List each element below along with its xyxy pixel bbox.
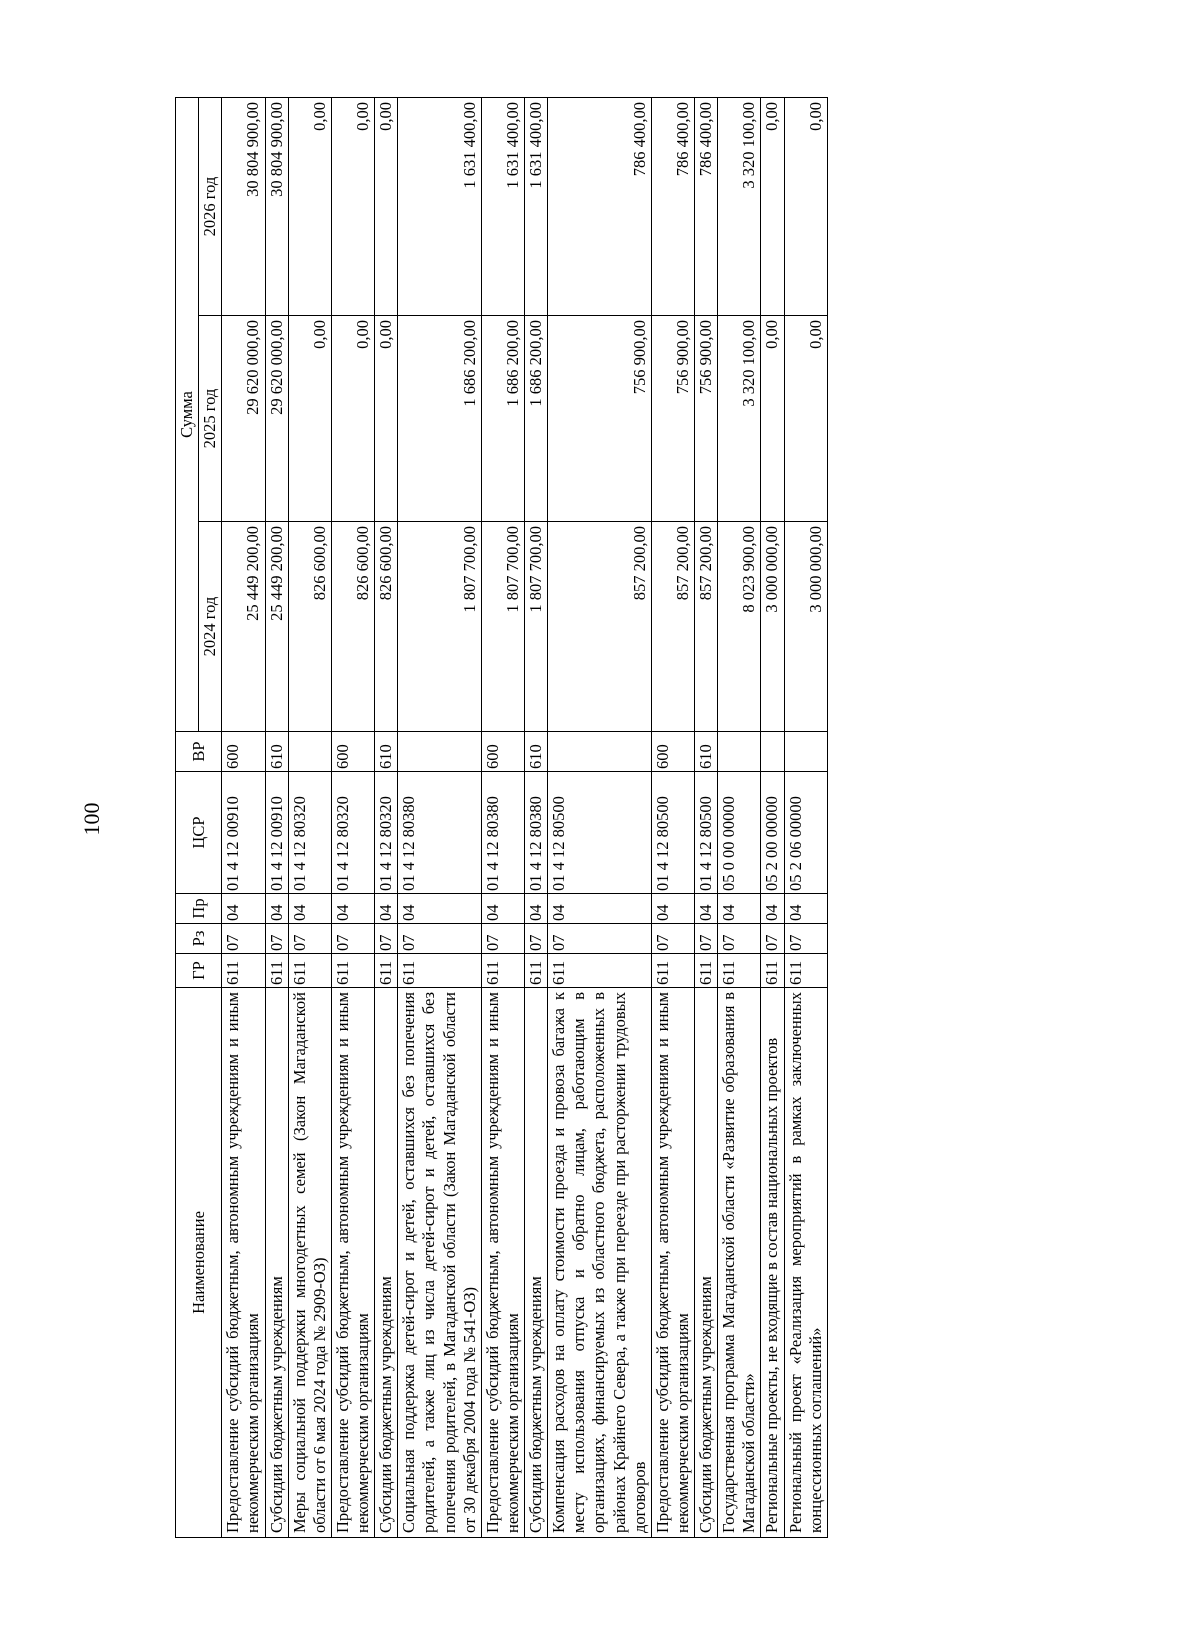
- cell-2024: 3 000 000,00: [761, 522, 784, 732]
- cell-gr: 611: [548, 954, 652, 988]
- table-row: [784, 98, 827, 1538]
- cell-csr: 05 2 00 00000: [761, 772, 784, 894]
- cell-2025: 756 900,00: [548, 316, 652, 522]
- cell-csr: 05 2 06 00000: [784, 772, 827, 894]
- cell-2024: 3 000 000,00: [784, 522, 827, 732]
- cell-2026: 30 804 900,00: [265, 98, 288, 316]
- cell-2024: 826 600,00: [331, 522, 374, 732]
- cell-rz: 07: [651, 924, 694, 954]
- cell-gr: 611: [784, 954, 827, 988]
- cell-name: Предоставление субсидий бюджетным, автономным учреждениям и иным некоммерческим организациям: [222, 988, 265, 1538]
- cell-pr: 04: [761, 894, 784, 924]
- header-sum: Сумма: [176, 98, 199, 732]
- cell-pr: 04: [718, 894, 761, 924]
- table-row: [525, 98, 548, 1538]
- cell-rz: 07: [695, 924, 718, 954]
- cell-2026: 0,00: [784, 98, 827, 316]
- cell-csr: 01 4 12 00910: [265, 772, 288, 894]
- cell-csr: 01 4 12 80380: [398, 772, 482, 894]
- table-row: [761, 98, 784, 1538]
- cell-rz: 07: [784, 924, 827, 954]
- cell-2025: 756 900,00: [651, 316, 694, 522]
- header-pr: Пр: [176, 894, 222, 924]
- cell-2026: 786 400,00: [695, 98, 718, 316]
- header-rz: Рз: [176, 924, 222, 954]
- cell-name: Субсидии бюджетным учреждениям: [375, 988, 398, 1538]
- cell-2024: 8 023 900,00: [718, 522, 761, 732]
- header-2024: 2024 год: [199, 522, 222, 732]
- cell-2026: 786 400,00: [651, 98, 694, 316]
- cell-csr: 05 0 00 00000: [718, 772, 761, 894]
- cell-name: Государственная программа Магаданской области «Развитие образования в Магаданской области»: [718, 988, 761, 1538]
- cell-pr: 04: [222, 894, 265, 924]
- cell-2025: 0,00: [784, 316, 827, 522]
- cell-rz: 07: [375, 924, 398, 954]
- cell-rz: 07: [718, 924, 761, 954]
- cell-name: Предоставление субсидий бюджетным, автономным учреждениям и иным некоммерческим организациям: [331, 988, 374, 1538]
- cell-pr: 04: [265, 894, 288, 924]
- cell-vr: 600: [331, 732, 374, 772]
- cell-gr: 611: [718, 954, 761, 988]
- cell-name: Предоставление субсидий бюджетным, автономным учреждениям и иным некоммерческим организациям: [651, 988, 694, 1538]
- cell-2025: 0,00: [288, 316, 331, 522]
- cell-rz: 07: [481, 924, 524, 954]
- cell-2024: 1 807 700,00: [481, 522, 524, 732]
- cell-csr: 01 4 12 80380: [481, 772, 524, 894]
- cell-vr: [398, 732, 482, 772]
- cell-vr: 610: [265, 732, 288, 772]
- cell-pr: 04: [375, 894, 398, 924]
- cell-pr: 04: [481, 894, 524, 924]
- header-gr: ГР: [176, 954, 222, 988]
- cell-2025: 1 686 200,00: [525, 316, 548, 522]
- table-row: [548, 98, 652, 1538]
- cell-gr: 611: [761, 954, 784, 988]
- header-2026: 2026 год: [199, 98, 222, 316]
- cell-vr: [718, 732, 761, 772]
- cell-2025: 29 620 000,00: [265, 316, 288, 522]
- cell-2026: 0,00: [288, 98, 331, 316]
- cell-2026: 30 804 900,00: [222, 98, 265, 316]
- cell-csr: 01 4 12 00910: [222, 772, 265, 894]
- cell-gr: 611: [265, 954, 288, 988]
- cell-2025: 1 686 200,00: [481, 316, 524, 522]
- cell-gr: 611: [222, 954, 265, 988]
- cell-pr: 04: [784, 894, 827, 924]
- cell-gr: 611: [331, 954, 374, 988]
- cell-name: Меры социальной поддержки многодетных семей (Закон Магаданской области от 6 мая 2024 года № 2909-ОЗ): [288, 988, 331, 1538]
- cell-rz: 07: [548, 924, 652, 954]
- cell-rz: 07: [331, 924, 374, 954]
- cell-2024: 25 449 200,00: [222, 522, 265, 732]
- cell-2025: 0,00: [331, 316, 374, 522]
- cell-csr: 01 4 12 80500: [651, 772, 694, 894]
- cell-vr: 610: [375, 732, 398, 772]
- cell-vr: 600: [651, 732, 694, 772]
- page-number: 100: [79, 802, 104, 836]
- header-csr: ЦСР: [176, 772, 222, 894]
- cell-2024: 826 600,00: [288, 522, 331, 732]
- cell-2025: 1 686 200,00: [398, 316, 482, 522]
- cell-rz: 07: [222, 924, 265, 954]
- cell-2026: 0,00: [375, 98, 398, 316]
- cell-pr: 04: [288, 894, 331, 924]
- cell-csr: 01 4 12 80500: [548, 772, 652, 894]
- cell-2026: 0,00: [331, 98, 374, 316]
- cell-csr: 01 4 12 80500: [695, 772, 718, 894]
- cell-rz: 07: [265, 924, 288, 954]
- cell-2024: 826 600,00: [375, 522, 398, 732]
- cell-rz: 07: [761, 924, 784, 954]
- table-row: [375, 98, 398, 1538]
- cell-2026: 1 631 400,00: [525, 98, 548, 316]
- cell-gr: 611: [651, 954, 694, 988]
- header-row-1: [176, 98, 199, 1538]
- cell-2025: 0,00: [761, 316, 784, 522]
- cell-pr: 04: [695, 894, 718, 924]
- table-row: [288, 98, 331, 1538]
- cell-pr: 04: [651, 894, 694, 924]
- cell-rz: 07: [398, 924, 482, 954]
- cell-2025: 0,00: [375, 316, 398, 522]
- cell-csr: 01 4 12 80320: [288, 772, 331, 894]
- cell-csr: 01 4 12 80380: [525, 772, 548, 894]
- table-row: [481, 98, 524, 1538]
- cell-vr: [548, 732, 652, 772]
- cell-vr: [761, 732, 784, 772]
- cell-pr: 04: [331, 894, 374, 924]
- cell-pr: 04: [548, 894, 652, 924]
- cell-name: Региональные проекты, не входящие в состав национальных проектов: [761, 988, 784, 1538]
- table-row: [695, 98, 718, 1538]
- cell-2025: 3 320 100,00: [718, 316, 761, 522]
- cell-2026: 0,00: [761, 98, 784, 316]
- cell-2024: 1 807 700,00: [398, 522, 482, 732]
- cell-name: Социальная поддержка детей-сирот и детей, оставшихся без попечения родителей, а также лиц из числа детей-сирот и детей, оставшихся без попечения родителей, в Магаданской области (Закон Магаданской области от 30 декабря 2004 года № 541-ОЗ): [398, 988, 482, 1538]
- cell-gr: 611: [398, 954, 482, 988]
- cell-rz: 07: [525, 924, 548, 954]
- cell-2024: 857 200,00: [548, 522, 652, 732]
- header-2025: 2025 год: [199, 316, 222, 522]
- cell-pr: 04: [398, 894, 482, 924]
- header-name: Наименование: [176, 988, 222, 1538]
- cell-vr: [288, 732, 331, 772]
- cell-2026: 1 631 400,00: [481, 98, 524, 316]
- cell-name: Субсидии бюджетным учреждениям: [525, 988, 548, 1538]
- cell-name: Компенсация расходов на оплату стоимости проезда и провоза багажа к месту использования отпуска и обратно лицам, работающим в организациях, финансируемых из областного бюджета, расположенных в районах Крайнего Севера, а также при переезде при расторжении трудовых договоров: [548, 988, 652, 1538]
- cell-name: Региональный проект «Реализация мероприятий в рамках заключенных концессионных соглашений»: [784, 988, 827, 1538]
- cell-gr: 611: [525, 954, 548, 988]
- cell-vr: 610: [695, 732, 718, 772]
- header-vr: ВР: [176, 732, 222, 772]
- cell-2024: 1 807 700,00: [525, 522, 548, 732]
- cell-gr: 611: [695, 954, 718, 988]
- cell-name: Предоставление субсидий бюджетным, автономным учреждениям и иным некоммерческим организациям: [481, 988, 524, 1538]
- table-body: [222, 98, 828, 1538]
- budget-table: [175, 97, 828, 1538]
- cell-name: Субсидии бюджетным учреждениям: [265, 988, 288, 1538]
- table-row: [331, 98, 374, 1538]
- cell-vr: 600: [222, 732, 265, 772]
- cell-2024: 857 200,00: [651, 522, 694, 732]
- cell-2025: 756 900,00: [695, 316, 718, 522]
- cell-name: Субсидии бюджетным учреждениям: [695, 988, 718, 1538]
- cell-2026: 1 631 400,00: [398, 98, 482, 316]
- table-row: [718, 98, 761, 1538]
- cell-pr: 04: [525, 894, 548, 924]
- cell-2025: 29 620 000,00: [222, 316, 265, 522]
- cell-rz: 07: [288, 924, 331, 954]
- cell-gr: 611: [481, 954, 524, 988]
- table-row: [651, 98, 694, 1538]
- cell-2024: 857 200,00: [695, 522, 718, 732]
- cell-vr: 610: [525, 732, 548, 772]
- table-row: [398, 98, 482, 1538]
- rotated-table-container: [175, 98, 1055, 1538]
- cell-gr: 611: [288, 954, 331, 988]
- cell-2024: 25 449 200,00: [265, 522, 288, 732]
- cell-vr: [784, 732, 827, 772]
- cell-gr: 611: [375, 954, 398, 988]
- cell-2026: 786 400,00: [548, 98, 652, 316]
- cell-vr: 600: [481, 732, 524, 772]
- table-row: [265, 98, 288, 1538]
- cell-2026: 3 320 100,00: [718, 98, 761, 316]
- cell-csr: 01 4 12 80320: [331, 772, 374, 894]
- table-row: [222, 98, 265, 1538]
- cell-csr: 01 4 12 80320: [375, 772, 398, 894]
